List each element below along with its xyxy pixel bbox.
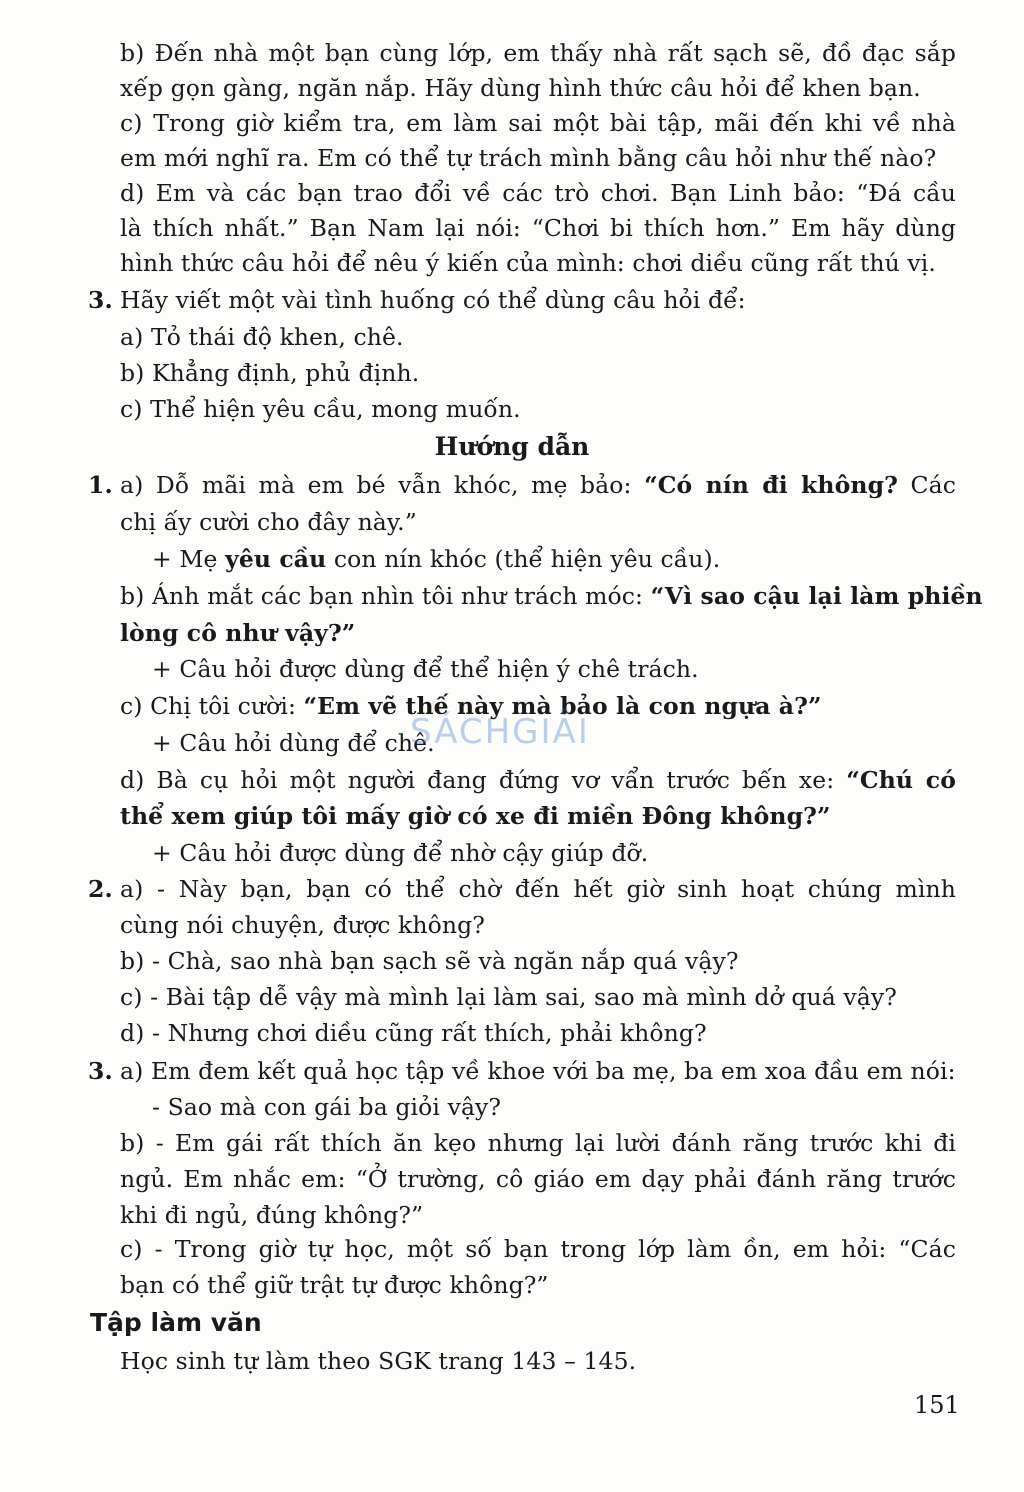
guide-1d-note: + Câu hỏi được dùng để nhờ cậy giúp đỡ.: [152, 839, 649, 867]
guide-3b-line1: b) - Em gái rất thích ăn kẹo nhưng lại lười đánh răng trước khi đi: [120, 1129, 956, 1157]
exercise-2d-line3: hình thức câu hỏi để nêu ý kiến của mình: chơi diều cũng rất thú vị.: [120, 249, 936, 277]
guide-2-number: 2.: [88, 875, 113, 903]
guide-3b-line3: khi đi ngủ, đúng không?”: [120, 1201, 424, 1229]
guide-3c-line2: bạn có thể giữ trật tự được không?”: [120, 1271, 549, 1299]
guide-1b-line2: lòng cô như vậy?”: [120, 619, 356, 647]
guide-3a-line2: - Sao mà con gái ba giỏi vậy?: [152, 1093, 502, 1121]
guide-1a-note: + Mẹ yêu cầu con nín khóc (thể hiện yêu cầu).: [152, 545, 721, 573]
exercise-3a: a) Tỏ thái độ khen, chê.: [120, 323, 404, 351]
exercise-3-prompt: Hãy viết một vài tình huống có thể dùng câu hỏi để:: [120, 286, 746, 314]
guide-1c-note: + Câu hỏi dùng để chê.: [152, 729, 435, 757]
exercise-2c-line1: c) Trong giờ kiểm tra, em làm sai một bài tập, mãi đến khi về nhà: [120, 109, 956, 137]
guide-1b-line1: b) Ánh mắt các bạn nhìn tôi như trách móc: “Vì sao cậu lại làm phiền: [120, 582, 983, 610]
guide-1a-line2: chị ấy cười cho đây này.”: [120, 508, 417, 536]
guide-1d-line2: thể xem giúp tôi mấy giờ có xe đi miền Đông không?”: [120, 802, 831, 830]
section-title: Tập làm văn: [90, 1308, 262, 1337]
page-number: 151: [914, 1391, 960, 1419]
exercise-3-number: 3.: [88, 286, 113, 314]
guide-1b-note: + Câu hỏi được dùng để thể hiện ý chê trách.: [152, 655, 699, 683]
guide-3a-line1: a) Em đem kết quả học tập về khoe với ba mẹ, ba em xoa đầu em nói:: [120, 1057, 956, 1085]
guide-1d-line1: d) Bà cụ hỏi một người đang đứng vơ vẩn trước bến xe: “Chú có: [120, 766, 956, 794]
exercise-2b-line2: xếp gọn gàng, ngăn nắp. Hãy dùng hình thức câu hỏi để khen bạn.: [120, 74, 921, 102]
guide-1a-line1: a) Dỗ mãi mà em bé vẫn khóc, mẹ bảo: “Có nín đi không? Các: [120, 471, 956, 499]
section-text: Học sinh tự làm theo SGK trang 143 – 145.: [120, 1347, 637, 1375]
guide-2d: d) - Nhưng chơi diều cũng rất thích, phải không?: [120, 1019, 707, 1047]
guide-3b-line2: ngủ. Em nhắc em: “Ở trường, cô giáo em dạy phải đánh răng trước: [120, 1165, 956, 1193]
guide-3c-line1: c) - Trong giờ tự học, một số bạn trong lớp làm ồn, em hỏi: “Các: [120, 1235, 956, 1263]
guide-2a-line1: a) - Này bạn, bạn có thể chờ đến hết giờ sinh hoạt chúng mình: [120, 875, 956, 903]
exercise-2d-line1: d) Em và các bạn trao đổi về các trò chơi. Bạn Linh bảo: “Đá cầu: [120, 179, 956, 207]
exercise-3c: c) Thể hiện yêu cầu, mong muốn.: [120, 395, 521, 423]
watermark-logo: SÁCHGIẢI: [410, 712, 590, 752]
exercise-2b-line1: b) Đến nhà một bạn cùng lớp, em thấy nhà rất sạch sẽ, đồ đạc sắp: [120, 39, 956, 67]
exercise-3b: b) Khẳng định, phủ định.: [120, 359, 420, 387]
exercise-2d-line2: là thích nhất.” Bạn Nam lại nói: “Chơi bi thích hơn.” Em hãy dùng: [120, 214, 956, 242]
guide-heading: Hướng dẫn: [434, 432, 590, 461]
guide-1c-line1: c) Chị tôi cười: “Em vẽ thế này mà bảo là con ngựa à?”: [120, 692, 822, 720]
guide-2c: c) - Bài tập dễ vậy mà mình lại làm sai, sao mà mình dở quá vậy?: [120, 983, 897, 1011]
guide-3-number: 3.: [88, 1057, 113, 1085]
guide-1-number: 1.: [88, 471, 113, 499]
guide-2b: b) - Chà, sao nhà bạn sạch sẽ và ngăn nắp quá vậy?: [120, 947, 739, 975]
guide-2a-line2: cùng nói chuyện, được không?: [120, 911, 485, 939]
exercise-2c-line2: em mới nghĩ ra. Em có thể tự trách mình bằng câu hỏi như thế nào?: [120, 144, 937, 172]
